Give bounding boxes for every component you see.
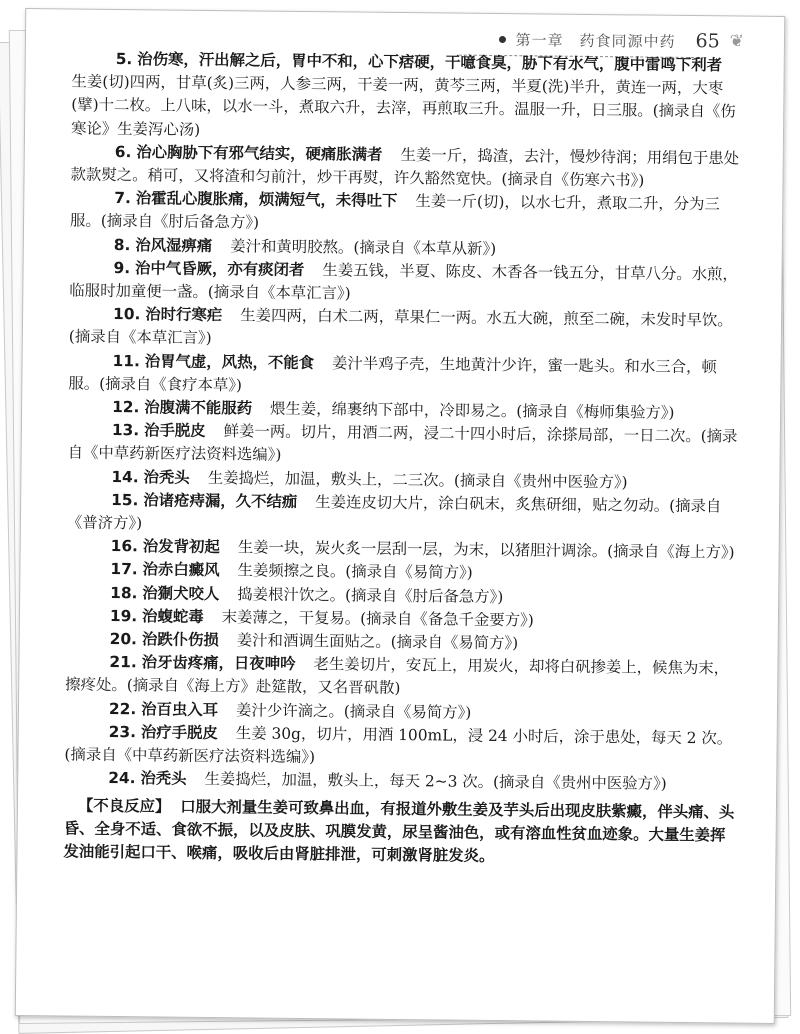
entry-title: 治时行寒疟	[145, 305, 223, 325]
entry-number: 14.	[111, 467, 139, 486]
entry-text: 老生姜切片，安瓦上，用炭火，却将白矾掺姜上，候焦为末，擦疼处。(摘录自《海上方》赴筵散，又名晋矾散)	[65, 655, 730, 698]
entry-text: 姜汁和酒调生面贴之。(摘录自《易简方》)	[236, 631, 519, 653]
entry-title: 治发背初起	[142, 537, 220, 557]
entry-text: 姜汁半鸡子壳，生地黄汁少许，蜜一匙头。和水三合，顿服。(摘录自《食疗本草》)	[68, 353, 717, 395]
entry-number: 10.	[113, 305, 141, 324]
book-page	[15, 8, 786, 1024]
entry-title: 治霍乱心腹胀痛，烦满短气，未得吐下	[135, 189, 398, 211]
entry-title: 治手脱皮	[143, 421, 206, 441]
adverse-text: 口服大剂量生姜可致鼻出血，有报道外敷生姜及芋头后出现皮肤紫癜，伴头痛、头昏、全身不适、食欲不振，以及皮肤、巩膜发黄，尿呈酱油色，或有溶血性贫血迹象。大量生姜挥发油能引起口干、喉痛，吸收后由肾脏排泄，可刺激肾脏发炎。	[63, 797, 735, 865]
remedy-entry	[68, 349, 740, 402]
entry-text: 生姜五钱，半夏、陈皮、木香各一钱五分，甘草八分。水煎，临服时加童便一盏。(摘录自《本草汇言》)	[69, 261, 738, 303]
entry-title: 治风湿痹痛	[135, 235, 213, 255]
entry-text: 生姜频擦之良。(摘录自《易简方》)	[237, 561, 473, 583]
entry-text: 生姜连皮切大片，涂白矾末，炙焦研细，贴之勿动。(摘录自《普济方》)	[66, 492, 722, 533]
entry-text: 鲜姜一两。切片，用酒二两，浸二十四小时后，涂搽局部，一日二次。(摘录自《中草药新医疗法资料选编》)	[67, 422, 738, 465]
entry-number: 15.	[111, 490, 139, 510]
entry-title: 治牙齿疼痛，日夜呻吟	[141, 653, 296, 674]
entry-text: 姜汁和黄明胶熬。(摘录自《本草从新》)	[230, 236, 497, 258]
adverse-reactions	[63, 794, 736, 871]
entry-text: 煨生姜，绵裹纳下部中，冷即易之。(摘录自《梅师集验方》)	[269, 399, 675, 422]
entry-number: 16.	[110, 537, 139, 556]
entry-text: 生姜一斤(切)，以水七升，煮取二升，分为三服。(摘录自《肘后备急方》)	[69, 192, 720, 232]
entry-number: 11.	[112, 351, 140, 370]
entry-title: 治中气昏厥，亦有痰闭者	[134, 259, 305, 279]
entry-title: 治猘犬咬人	[142, 583, 220, 603]
remedy-entry	[70, 140, 742, 193]
entry-text: 生姜一块，炭火炙一层刮一层，为末，以猪胆汁调涂。(摘录自《海上方》)	[237, 538, 735, 562]
ornament-icon: ❦	[729, 31, 745, 52]
entry-number: 20.	[109, 630, 138, 649]
entry-number: 22.	[108, 699, 137, 718]
entry-text: 生姜(切)四两，甘草(炙)三两，人参三两，干姜一两，黄芩三两，半夏(洗)半升，黄连一两，大枣(擘)十二枚。上八味，以水一斗，煮取六升，去滓，再煎取三升。温服一升，日三服。(摘录自《伤寒论》生姜泻心汤)	[70, 72, 736, 139]
entry-title: 治胃气虚，风热，不能食	[144, 351, 315, 372]
remedy-entry	[68, 419, 740, 472]
entry-number: 17.	[110, 560, 138, 579]
remedy-entry	[71, 48, 744, 148]
entry-text: 末姜薄之，干复易。(摘录自《备急千金要方》)	[221, 608, 534, 630]
entry-text: 生姜一斤，捣渣，去汁，慢炒待润；用绢包于患处款款熨之。稍可，又将渣和匀前汁，炒干再熨，许久豁然宽快。(摘录自《伤寒六书》)	[70, 145, 740, 190]
entry-number: 9.	[113, 258, 131, 277]
entry-number: 23.	[108, 722, 137, 742]
entry-title: 治心胸胁下有邪气结实，硬痛胀满者	[136, 143, 383, 164]
entry-number: 5.	[115, 49, 133, 69]
remedy-entry	[69, 256, 741, 309]
entry-text: 生姜捣烂，加温，敷头上，二三次。(摘录自《贵州中医验方》)	[207, 468, 628, 492]
entry-number: 18.	[110, 583, 138, 602]
remedy-entry	[64, 720, 736, 773]
entry-number: 19.	[109, 606, 138, 626]
entry-text: 生姜 30g，切片，用酒 100mL，浸 24 小时后，涂于患处，每天 2 次。(摘录自《中草药新医疗法资料选编》)	[64, 724, 733, 767]
entry-title: 治赤白癜风	[142, 560, 220, 580]
entry-title: 治伤寒，汗出解之后，胃中不和，心下痞硬，干噫食臭，胁下有水气，腹中雷鸣下利者	[137, 50, 723, 75]
entry-number: 13.	[111, 421, 140, 440]
running-header	[498, 28, 744, 53]
entry-text: 生姜四两，白术二两，草果仁一两。水五大碗，煎至二碗，未发时早饮。(摘录自《本草汇言》)	[68, 306, 733, 348]
header-dot-icon	[499, 36, 506, 43]
chapter-title: 第一章 药食同源中药	[515, 30, 676, 51]
entry-number: 8.	[113, 235, 131, 254]
remedy-entry	[70, 187, 742, 240]
adverse-label: 【不良反应】	[77, 796, 171, 816]
entry-number: 24.	[108, 769, 136, 788]
entry-title: 治诸疮痔漏，久不结痂	[143, 491, 298, 511]
page-number: 65	[695, 30, 720, 53]
page-body	[63, 48, 744, 871]
entry-title: 治秃头	[143, 467, 190, 487]
entry-title: 治跌仆伤损	[141, 630, 219, 650]
entry-number: 21.	[109, 653, 137, 672]
entry-text: 姜汁少许滴之。(摘录自《易简方》)	[236, 700, 472, 722]
entry-title: 治百虫入耳	[141, 699, 219, 719]
entry-text: 生姜捣烂，加温，敷头上，每天 2~3 次。(摘录自《贵州中医验方》)	[204, 770, 667, 794]
entry-number: 6.	[114, 142, 132, 161]
remedy-entry	[67, 488, 739, 541]
entry-title: 治秃头	[140, 769, 187, 789]
entry-title: 治蝮蛇毒	[142, 607, 204, 626]
entry-title: 治腹满不能服药	[144, 398, 253, 418]
entry-number: 12.	[112, 398, 140, 417]
remedy-entry	[65, 651, 737, 704]
entry-title: 治疗手脱皮	[140, 723, 218, 742]
entry-number: 7.	[114, 189, 131, 208]
entry-text: 捣姜根汁饮之。(摘录自《肘后备急方》)	[237, 584, 504, 606]
remedy-entry	[69, 303, 741, 356]
